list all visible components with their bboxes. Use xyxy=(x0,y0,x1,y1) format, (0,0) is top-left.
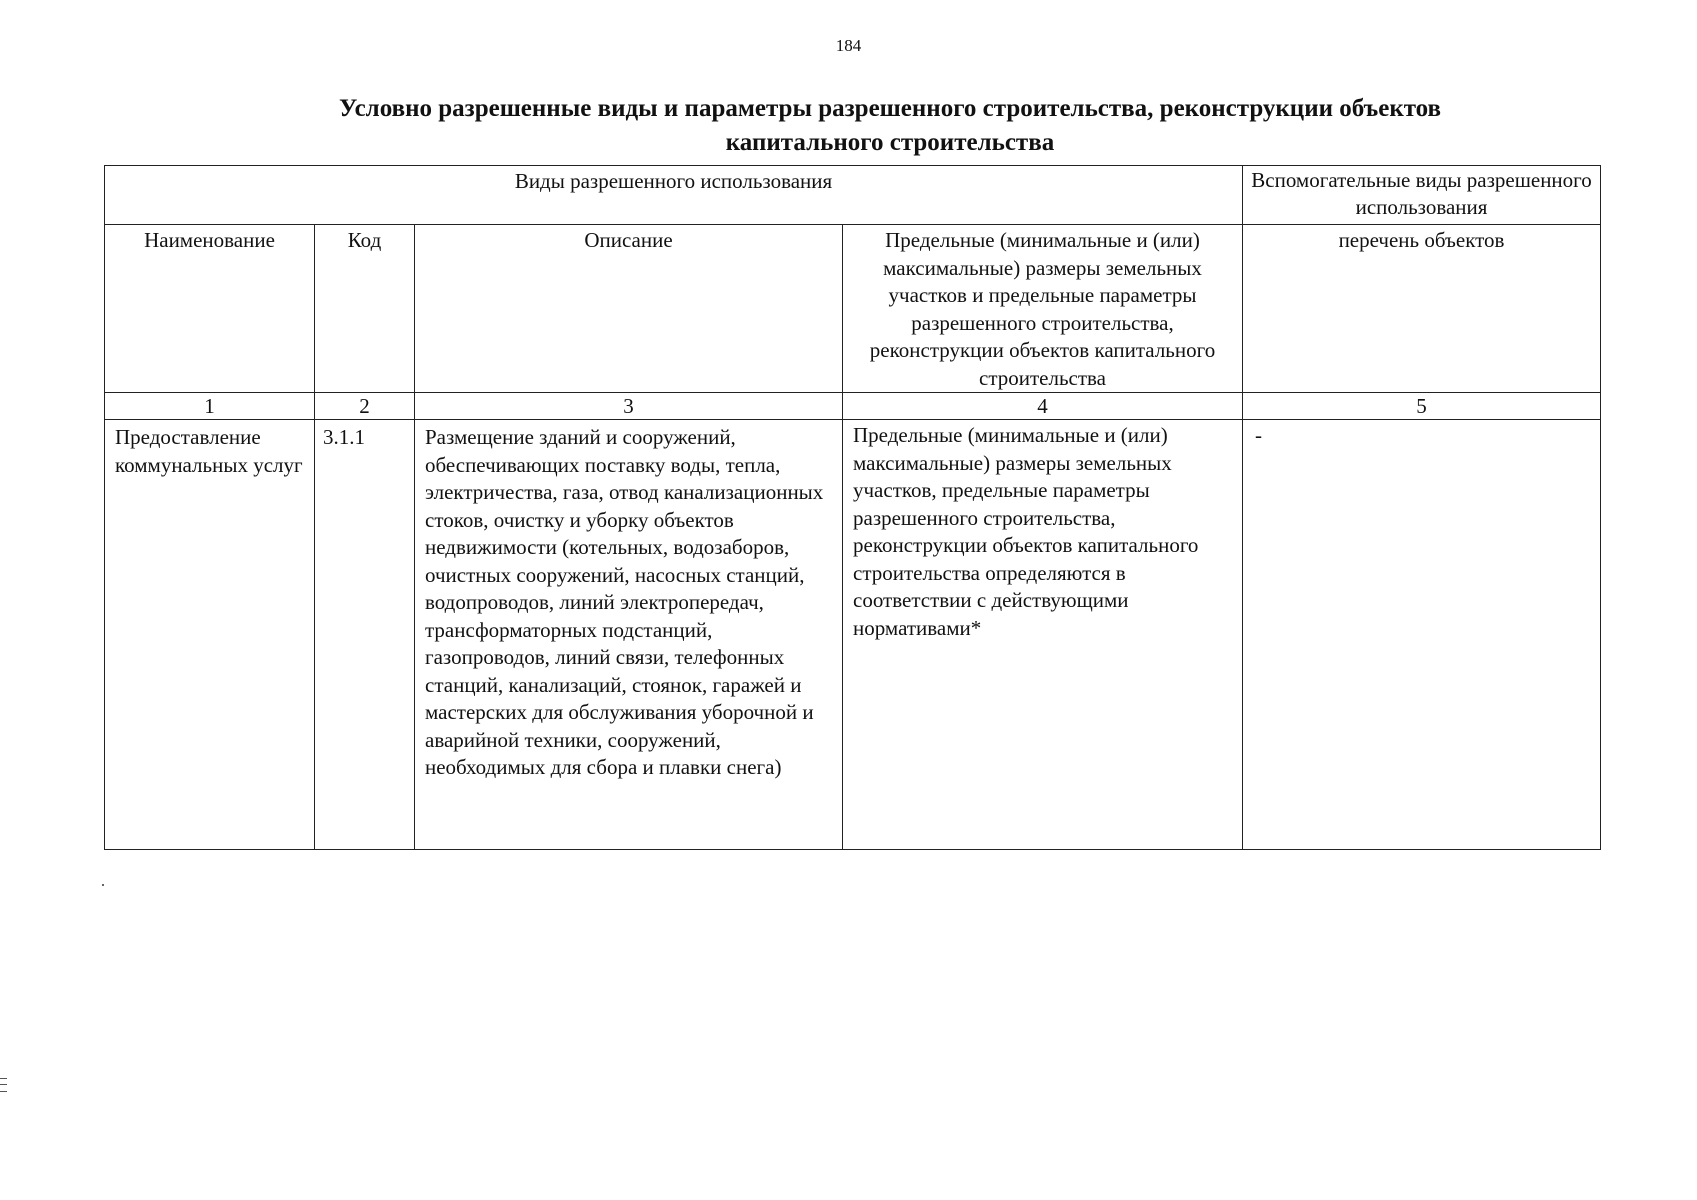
scan-edge-mark xyxy=(0,1078,7,1092)
column-number-row xyxy=(105,393,1601,420)
cell-limits: Предельные (минимальные и (или) максимальные) размеры земельных участков, предельные параметры разрешенного строительства, реконструкции объектов капитального строительства определяются в соответствии с действующими нормативами* xyxy=(843,420,1243,850)
scan-artifact-dot xyxy=(102,884,104,886)
column-header-limits: Предельные (минимальные и (или) максимальные) размеры земельных участков и предельные параметры разрешенного строительства, реконструкции объектов капитального строительства xyxy=(843,225,1243,393)
column-header-name: Наименование xyxy=(105,225,315,393)
cell-description: Размещение зданий и сооружений, обеспечивающих поставку воды, тепла, электричества, газа, отвод канализационных стоков, очистку и уборку объектов недвижимости (котельных, водозаборов, очистных сооружений, насосных станций, водопроводов, линий электропередач, трансформаторных подстанций, газопроводов, линий связи, телефонных станций, канализаций, стоянок, гаражей и мастерских для обслуживания уборочной и аварийной техники, сооружений, необходимых для сбора и плавки снега) xyxy=(415,420,843,850)
column-number-4: 4 xyxy=(843,393,1243,420)
table-group-header-row xyxy=(105,166,1601,225)
document-title xyxy=(200,92,1580,160)
column-number-2: 2 xyxy=(315,393,415,420)
group-header-auxiliary-uses: Вспомогательные виды разрешенного использования xyxy=(1243,166,1601,225)
permitted-uses-table xyxy=(104,165,1601,850)
cell-name: Предоставление коммунальных услуг xyxy=(105,420,315,850)
table-column-header-row xyxy=(105,225,1601,393)
document-title-line-1: Условно разрешенные виды и параметры разрешенного строительства, реконструкции объектов xyxy=(338,95,1442,122)
document-title-line-2: капитального строительства xyxy=(725,129,1055,156)
column-number-5: 5 xyxy=(1243,393,1601,420)
group-header-permitted-uses: Виды разрешенного использования xyxy=(105,166,1243,225)
column-header-code: Код xyxy=(315,225,415,393)
column-header-aux-list: перечень объектов xyxy=(1243,225,1601,393)
cell-code: 3.1.1 xyxy=(315,420,415,850)
page-number: 184 xyxy=(835,36,862,55)
column-header-description: Описание xyxy=(415,225,843,393)
column-number-1: 1 xyxy=(105,393,315,420)
column-number-3: 3 xyxy=(415,393,843,420)
cell-aux-list: - xyxy=(1243,420,1601,850)
table-row xyxy=(105,420,1601,850)
